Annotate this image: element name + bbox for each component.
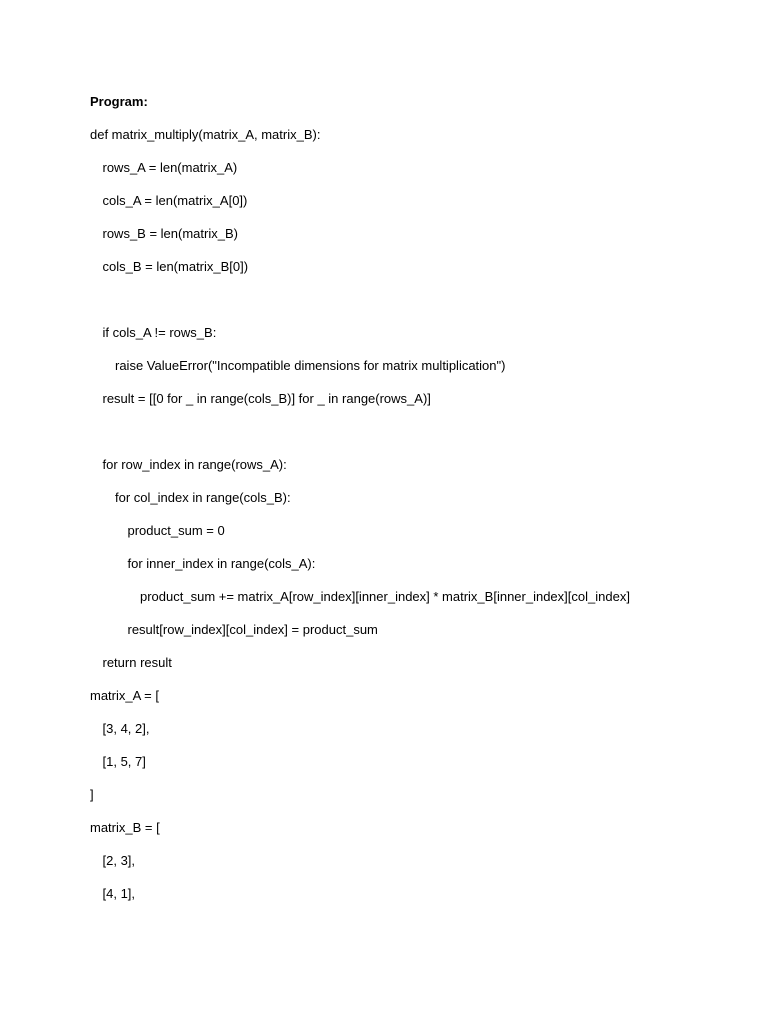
code-line: for inner_index in range(cols_A):	[127, 556, 316, 571]
code-line: rows_B = len(matrix_B)	[102, 226, 238, 241]
document-body	[90, 92, 728, 917]
code-line: [3, 4, 2],	[102, 721, 150, 736]
blank-line	[90, 290, 728, 323]
code-line: raise ValueError("Incompatible dimensions for matrix multiplication")	[115, 358, 506, 373]
code-line: matrix_A = [	[90, 688, 159, 703]
code-line: for row_index in range(rows_A):	[102, 457, 287, 472]
code-line: product_sum = 0	[127, 523, 225, 538]
code-line: def matrix_multiply(matrix_A, matrix_B):	[90, 127, 321, 142]
code-block	[90, 125, 728, 917]
code-line: matrix_B = [	[90, 820, 160, 835]
code-line: product_sum += matrix_A[row_index][inner_index] * matrix_B[inner_index][col_index]	[140, 589, 630, 604]
code-line: for col_index in range(cols_B):	[115, 490, 291, 505]
code-line: result[row_index][col_index] = product_sum	[127, 622, 378, 637]
code-line: rows_A = len(matrix_A)	[102, 160, 238, 175]
code-line: return result	[102, 655, 172, 670]
code-line: [4, 1],	[102, 886, 136, 901]
code-line: ]	[90, 787, 94, 802]
code-line: [2, 3],	[102, 853, 136, 868]
code-line: if cols_A != rows_B:	[102, 325, 217, 340]
program-heading: Program:	[90, 94, 148, 109]
code-line: [1, 5, 7]	[102, 754, 146, 769]
code-line: cols_B = len(matrix_B[0])	[102, 259, 249, 274]
code-line: result = [[0 for _ in range(cols_B)] for _ in range(rows_A)]	[102, 391, 431, 406]
code-line: cols_A = len(matrix_A[0])	[102, 193, 248, 208]
blank-line	[90, 422, 728, 455]
